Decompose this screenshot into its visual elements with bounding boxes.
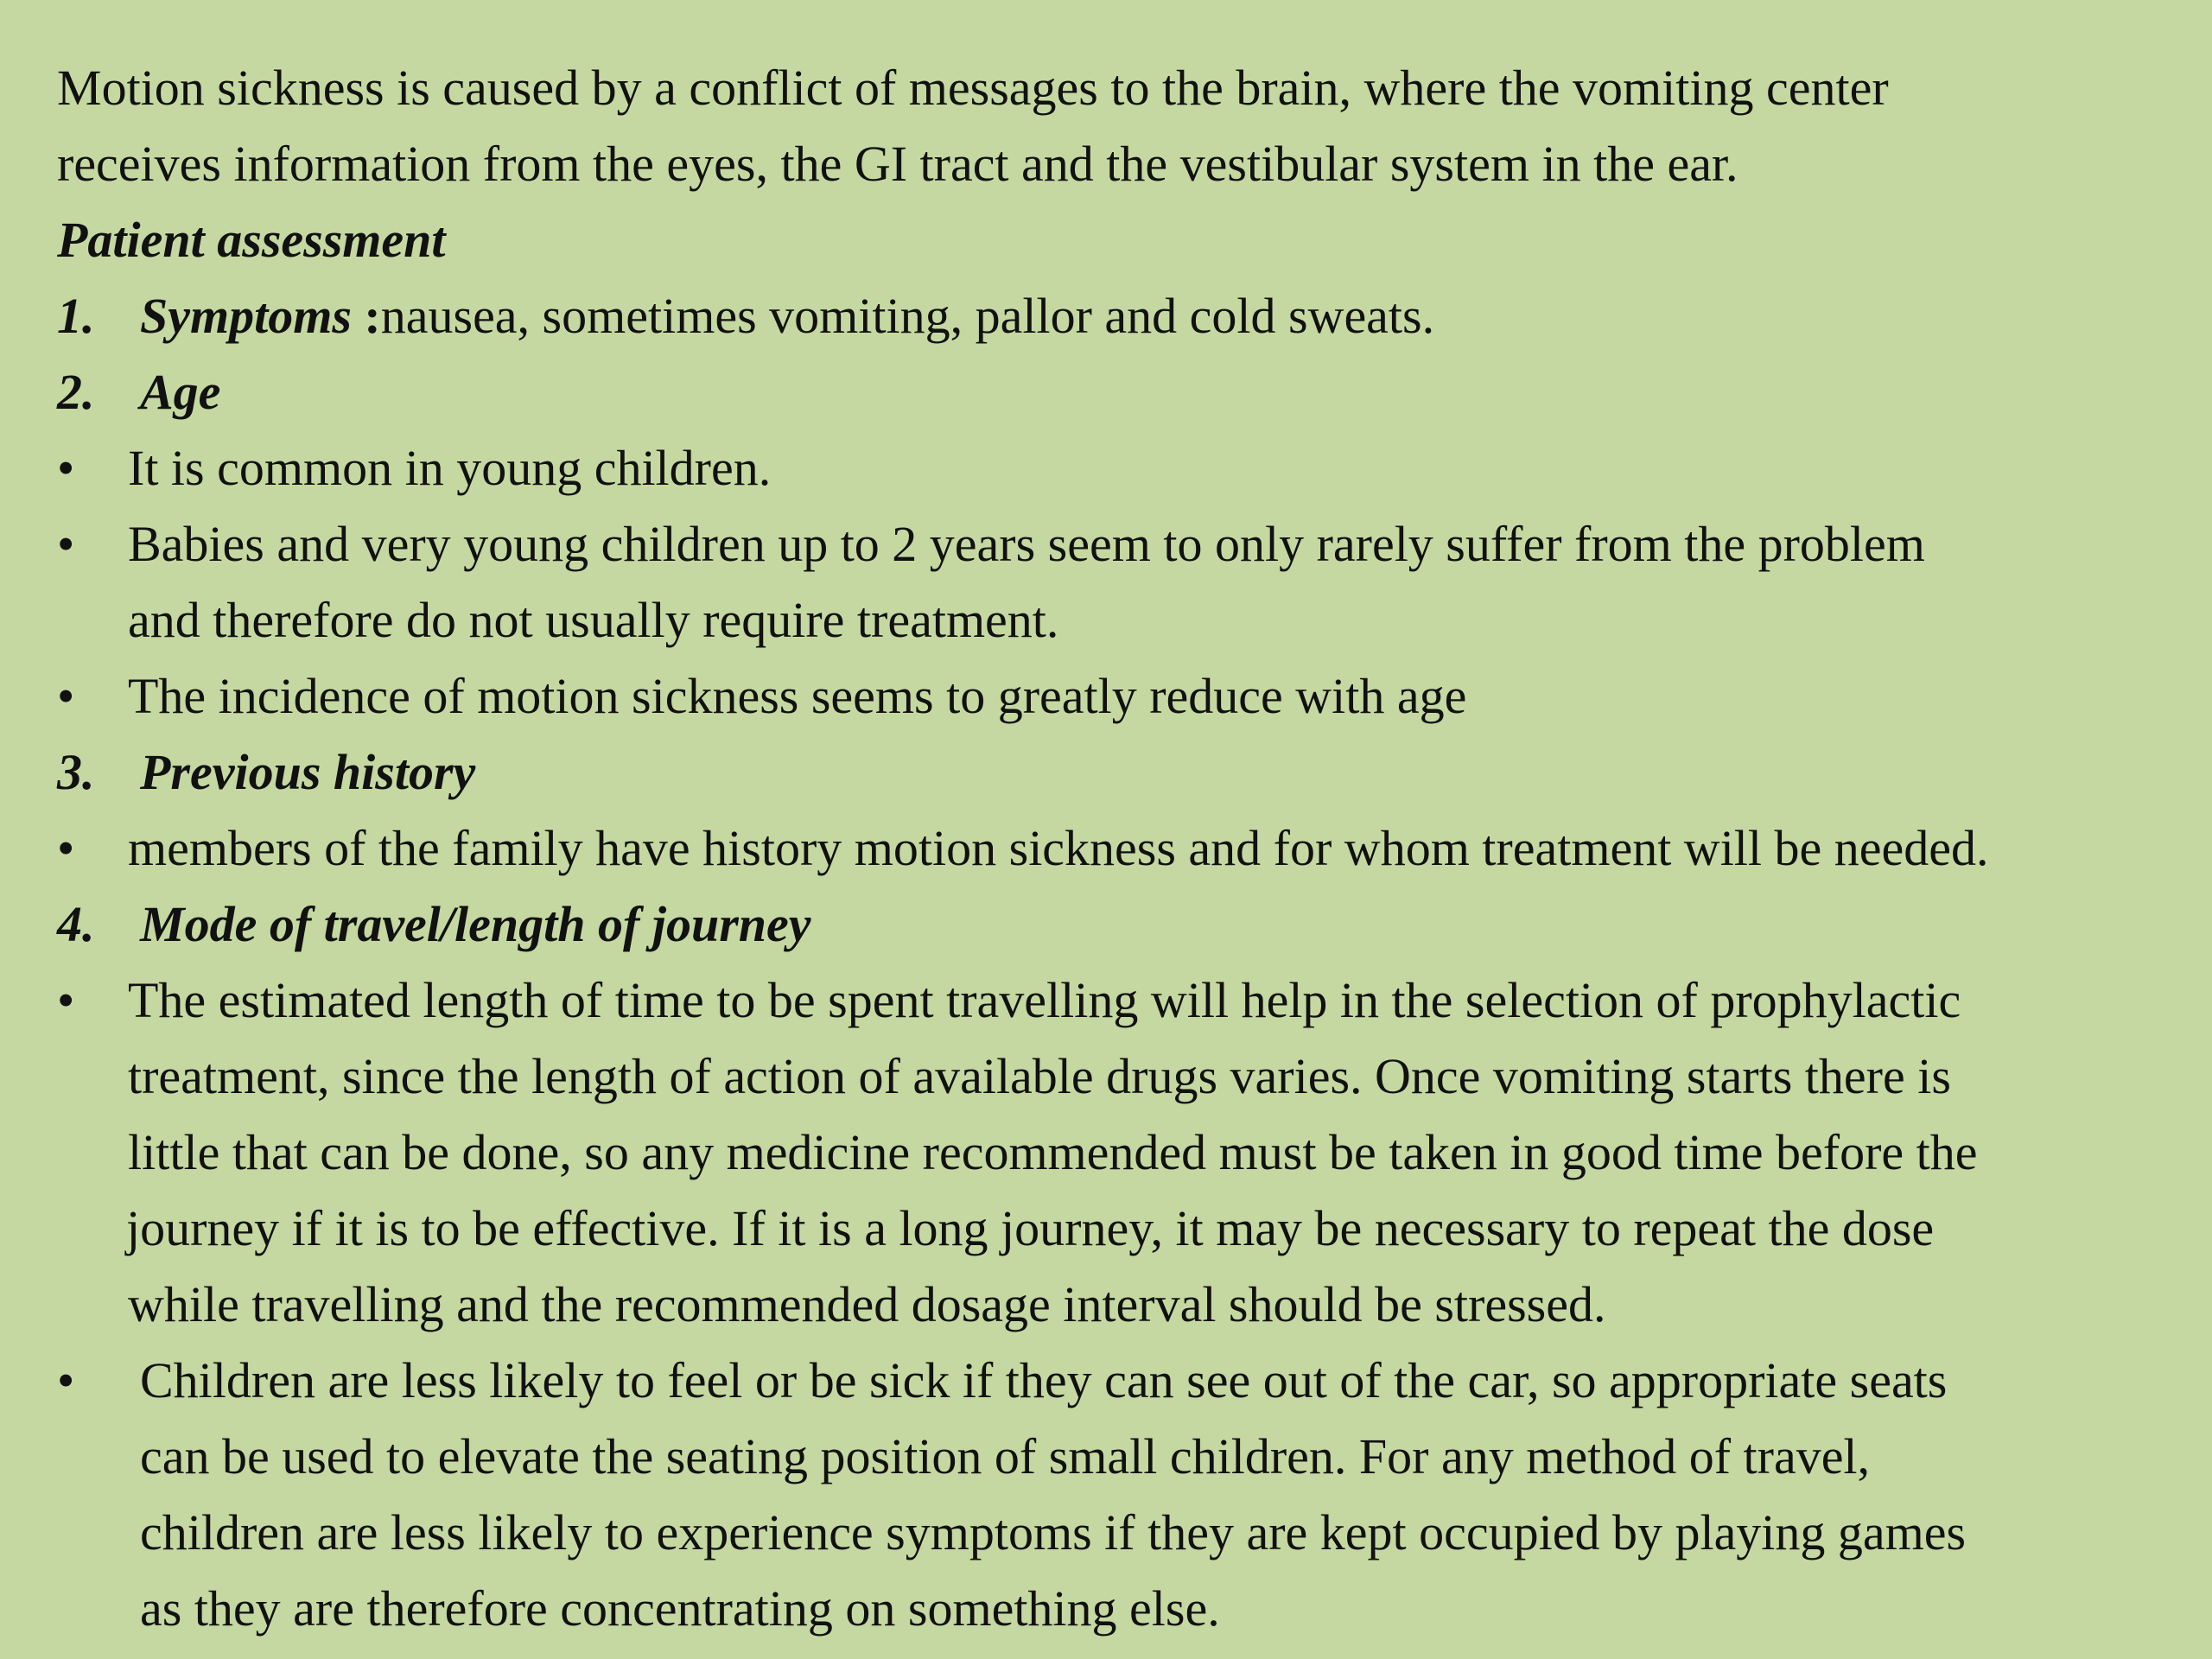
bullet-text-continued: and therefore do not usually require treatment. (128, 592, 1059, 648)
bullet-icon: • (57, 668, 75, 724)
bullet-text-continued: journey if it is to be effective. If it is a long journey, it may be necessary to repeat the dose (126, 1200, 1935, 1256)
bullet-icon: • (57, 516, 75, 572)
item-number: 1. (57, 288, 95, 344)
item-heading: Age (140, 364, 221, 420)
item-number: 3. (57, 744, 95, 800)
bullet-text-continued: as they are therefore concentrating on something else. (140, 1580, 1220, 1637)
bullet-icon: • (57, 1352, 75, 1408)
item-heading: Symptoms (140, 288, 352, 344)
bullet-text: members of the family have history motion sickness and for whom treatment will be needed. (128, 820, 1989, 876)
bullet-text-continued: little that can be done, so any medicine recommended must be taken in good time before the (128, 1124, 1978, 1180)
intro-line-1: Motion sickness is caused by a conflict of messages to the brain, where the vomiting center (57, 60, 1889, 116)
item-heading: Mode of travel/length of journey (140, 896, 811, 952)
bullet-text-continued: children are less likely to experience symptoms if they are kept occupied by playing games (140, 1504, 1967, 1560)
bullet-text: The estimated length of time to be spent travelling will help in the selection of prophylactic (128, 972, 1961, 1028)
bullet-icon: • (57, 820, 75, 876)
item-separator: : (351, 288, 381, 344)
bullet-icon: • (57, 972, 75, 1028)
bullet-text: Children are less likely to feel or be sick if they can see out of the car, so appropriate seats (140, 1352, 1948, 1408)
bullet-text-continued: can be used to elevate the seating position of small children. For any method of travel, (140, 1428, 1871, 1484)
item-number: 4. (57, 896, 95, 952)
bullet-icon: • (57, 440, 75, 496)
section-heading: Patient assessment (57, 212, 446, 268)
bullet-text: It is common in young children. (128, 440, 772, 496)
item-heading: Previous history (140, 744, 476, 800)
bullet-text: The incidence of motion sickness seems to greatly reduce with age (128, 668, 1467, 724)
intro-line-2: receives information from the eyes, the GI tract and the vestibular system in the ear. (57, 136, 1738, 192)
bullet-text: Babies and very young children up to 2 years seem to only rarely suffer from the problem (128, 516, 1925, 572)
item-text: nausea, sometimes vomiting, pallor and cold sweats. (380, 288, 1435, 344)
bullet-text-continued: while travelling and the recommended dosage interval should be stressed. (128, 1276, 1606, 1332)
bullet-text-continued: treatment, since the length of action of available drugs varies. Once vomiting starts there is (128, 1048, 1951, 1104)
item-number: 2. (57, 364, 95, 420)
